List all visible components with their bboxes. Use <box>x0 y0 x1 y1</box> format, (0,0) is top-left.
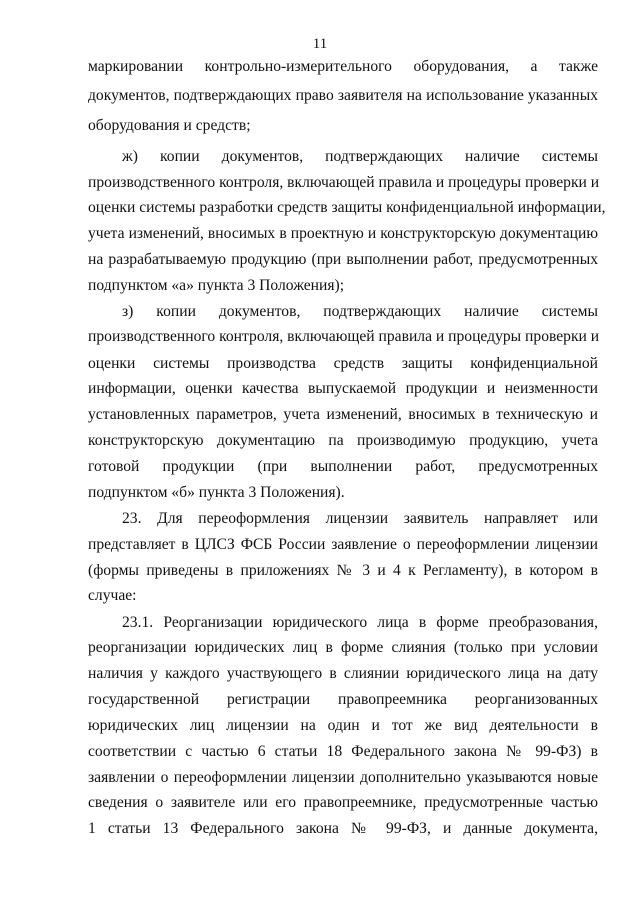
text-line: представляет в ЦЛСЗ ФСБ России заявление о переоформлении лицензии <box>88 536 598 553</box>
text-line: оценки системы производства средств защиты конфиденциальной <box>88 355 598 372</box>
text-line: на разрабатываемую продукцию (при выполнении работ, предусмотренных <box>88 251 598 268</box>
text-line: маркировании контрольно-измерительного оборудования, а также <box>88 58 598 75</box>
text-line: ж) копии документов, подтверждающих наличие системы <box>122 148 598 165</box>
text-line: государственной регистрации правопреемника реорганизованных <box>88 691 598 708</box>
text-line: юридических лиц лицензии на один и тот же вид деятельности в <box>88 717 598 734</box>
text-line: учета изменений, вносимых в проектную и конструкторскую документацию <box>88 225 598 242</box>
text-line: 23. Для переоформления лицензии заявитель направляет или <box>122 510 598 527</box>
text-line: информации, оценки качества выпускаемой продукции и неизменности <box>88 380 598 397</box>
text-line: производственного контроля, включающей правила и процедуры проверки и <box>88 328 600 345</box>
text-line: конструкторскую документацию па производимую продукцию, учета <box>88 432 598 449</box>
text-line: з) копии документов, подтверждающих наличие системы <box>122 303 598 320</box>
text-line: реорганизации юридических лиц в форме слияния (только при условии <box>88 639 598 656</box>
text-line: 23.1. Реорганизации юридического лица в форме преобразования, <box>122 614 598 631</box>
text-line: случае: <box>88 587 137 604</box>
text-line: оборудования и средств; <box>88 117 251 134</box>
text-line: производственного контроля, включающей правила и процедуры проверки и <box>88 174 600 191</box>
text-line: установленных параметров, учета изменений, вносимых в техническую и <box>88 406 598 423</box>
text-line: 1 статьи 13 Федерального закона № 99-ФЗ, и данные документа, <box>88 820 598 837</box>
text-line: (формы приведены в приложениях № 3 и 4 к Регламенту), в котором в <box>88 562 598 579</box>
text-line: соответствии с частью 6 статьи 18 Федерального закона № 99-ФЗ) в <box>88 743 598 760</box>
text-line: документов, подтверждающих право заявителя на использование указанных <box>88 87 598 104</box>
text-line: заявлении о переоформлении лицензии дополнительно указываются новые <box>88 769 598 786</box>
page-number: 11 <box>312 36 328 52</box>
text-line: готовой продукции (при выполнении работ, предусмотренных <box>88 458 598 475</box>
text-line: подпунктом «а» пункта 3 Положения); <box>88 277 345 294</box>
text-line: оценки системы разработки средств защиты конфиденциальной информации, <box>88 199 606 216</box>
text-line: сведения о заявителе или его правопреемнике, предусмотренные частью <box>88 794 598 811</box>
text-line: наличия у каждого участвующего в слиянии юридического лица на дату <box>88 665 598 682</box>
text-line: подпунктом «б» пункта 3 Положения). <box>88 484 345 501</box>
